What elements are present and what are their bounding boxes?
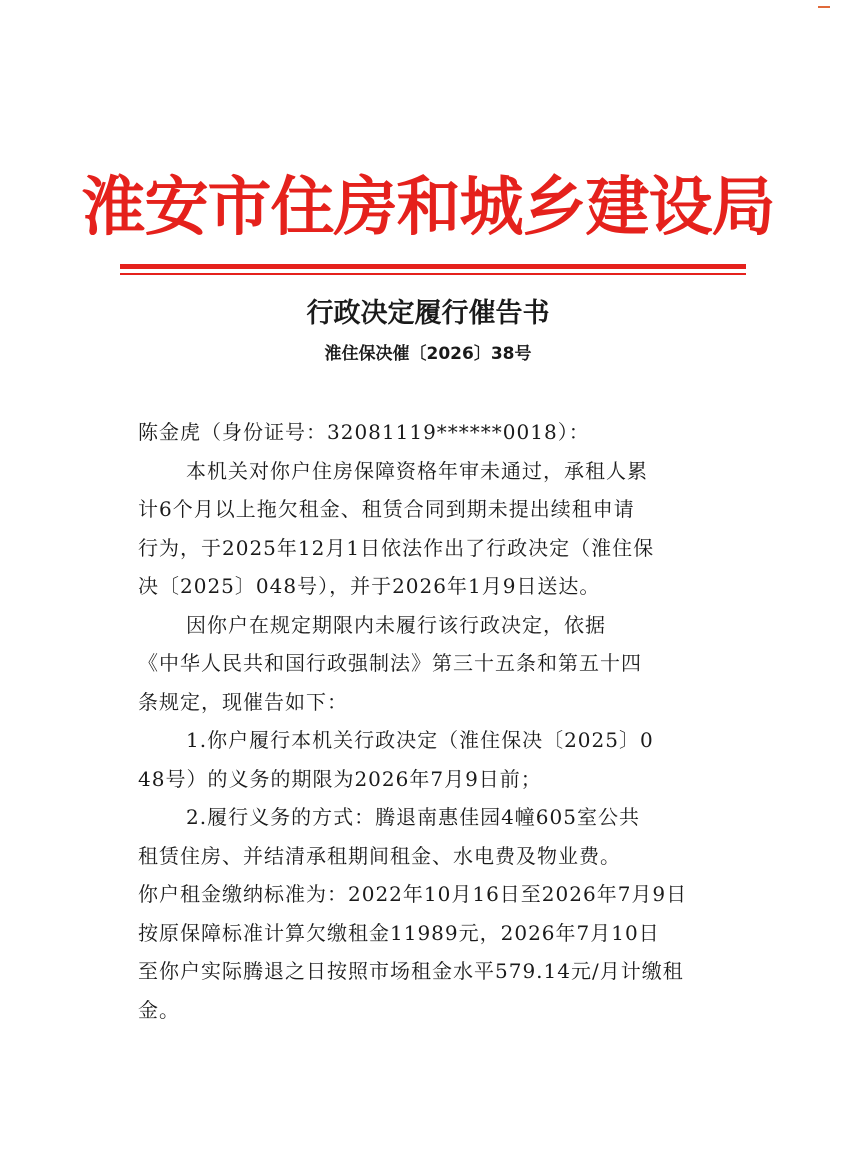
body-line-addressee: 陈金虎（身份证号：32081119******0018）：: [138, 420, 590, 444]
body-line: 决〔2025〕048号），并于2026年1月9日送达。: [138, 574, 601, 598]
body-line: 48号）的义务的期限为2026年7月9日前；: [138, 766, 542, 791]
agency-letterhead: 淮安市住房和城乡建设局: [81, 171, 775, 245]
document-body: [138, 413, 728, 1029]
body-line: 因你户在规定期限内未履行该行政决定，依据: [186, 612, 606, 637]
body-line: 2.履行义务的方式：腾退南惠佳园4幢605室公共: [186, 805, 640, 829]
body-line: 行为，于2025年12月1日依法作出了行政决定（淮住保: [138, 535, 655, 560]
body-line: 金。: [138, 997, 180, 1022]
body-line: 你户租金缴纳标准为：2022年10月16日至2026年7月9日: [138, 882, 688, 906]
body-line: 按原保障标准计算欠缴租金11989元，2026年7月10日: [138, 920, 660, 945]
body-line: 本机关对你户住房保障资格年审未通过，承租人累: [186, 458, 648, 483]
document-number: 淮住保决催〔2026〕38号: [324, 344, 532, 364]
letterhead-rule-thin: [120, 273, 746, 275]
body-line: 条规定，现催告如下：: [138, 689, 348, 714]
body-line: 1.你户履行本机关行政决定（淮住保决〔2025〕0: [186, 728, 654, 752]
corner-mark: [818, 6, 830, 8]
document-title: 行政决定履行催告书: [306, 298, 550, 329]
body-line: 租赁住房、并结清承租期间租金、水电费及物业费。: [138, 843, 621, 868]
letterhead-rule-thick: [120, 264, 746, 269]
body-line: 计6个月以上拖欠租金、租赁合同到期未提出续租申请: [138, 497, 635, 521]
body-line: 至你户实际腾退之日按照市场租金水平579.14元/月计缴租: [138, 959, 684, 983]
body-line: 《中华人民共和国行政强制法》第三十五条和第五十四: [138, 651, 642, 675]
